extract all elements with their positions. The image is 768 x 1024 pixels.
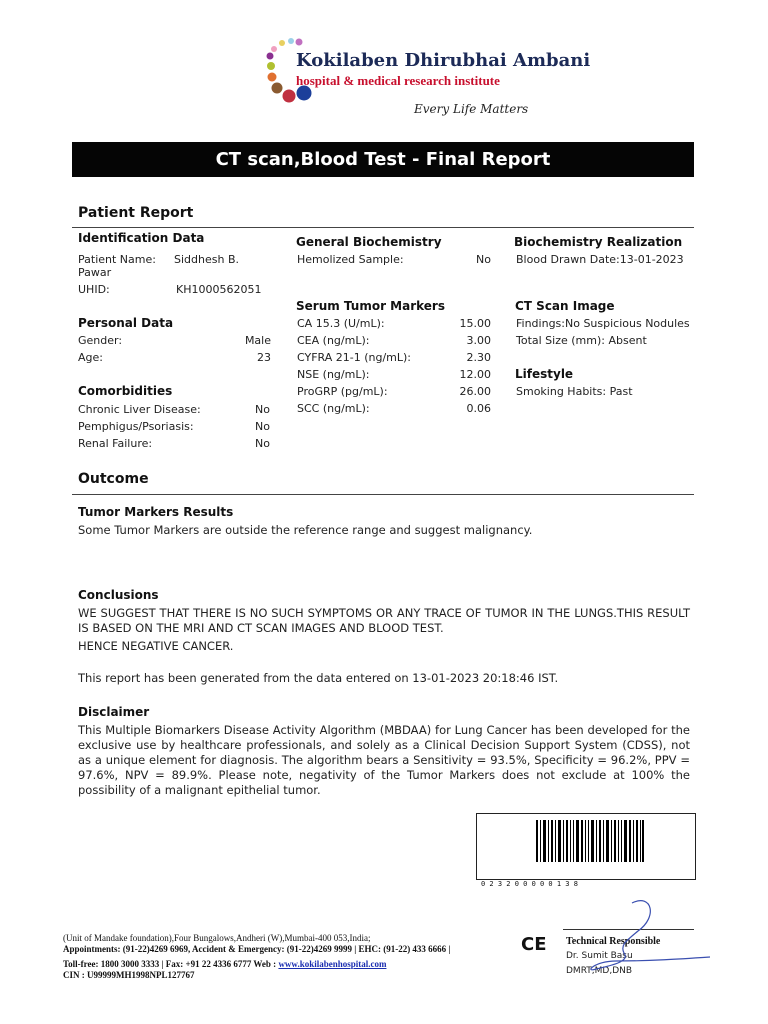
tumor-marker-label: ProGRP (pg/mL): [297, 385, 388, 398]
tumor-marker-value: 26.00 [459, 385, 491, 398]
tumor-marker-row [297, 351, 491, 364]
biochemistry-realization-heading: Biochemistry Realization [514, 235, 683, 249]
footer-tollfree [63, 959, 386, 969]
conclusions-verdict: HENCE NEGATIVE CANCER. [78, 639, 234, 653]
identification-heading: Identification Data [78, 231, 205, 245]
tumor-marker-label: CA 15.3 (U/mL): [297, 317, 385, 330]
uhid-label: UHID: [78, 283, 110, 296]
patient-name-value-cont: Pawar [78, 266, 112, 279]
tumor-marker-value: 2.30 [466, 351, 491, 364]
ct-findings: Findings:No Suspicious Nodules [516, 317, 690, 330]
report-title: CT scan,Blood Test - Final Report [72, 142, 694, 177]
barcode-number: 0 2 3 2 0 0 0 0 0 1 3 8 [481, 880, 578, 888]
hemolized-value: No [476, 253, 491, 266]
footer-tollfree-text: Toll-free: 1800 3000 3333 | Fax: +91 22 4336 6777 Web : [63, 959, 279, 969]
generated-notice: This report has been generated from the data entered on 13-01-2023 20:18:46 IST. [78, 671, 559, 685]
serum-tumor-markers-heading: Serum Tumor Markers [296, 299, 445, 313]
section-divider [72, 494, 694, 495]
technical-responsible-heading: Technical Responsible [566, 936, 661, 947]
hospital-subtitle: hospital & medical research institute [296, 73, 500, 88]
comorbidity-value: No [255, 420, 270, 433]
footer-address: (Unit of Mandake foundation),Four Bungalows,Andheri (W),Mumbai-400 053,India; [63, 933, 371, 943]
hospital-tagline: Every Life Matters [414, 102, 529, 116]
comorbidity-value: No [255, 437, 270, 450]
comorbidity-row [78, 403, 270, 416]
gender-label: Gender: [78, 334, 123, 347]
uhid-value: KH1000562051 [176, 283, 262, 296]
tumor-marker-row [297, 317, 491, 330]
comorbidity-row [78, 437, 270, 450]
section-divider [72, 227, 694, 228]
personal-data-heading: Personal Data [78, 316, 174, 330]
footer-cin: CIN : U99999MH1998NPL127767 [63, 970, 195, 980]
tumor-results-text: Some Tumor Markers are outside the reference range and suggest malignancy. [78, 523, 533, 537]
patient-name-label: Patient Name: [78, 253, 156, 266]
tumor-marker-label: CEA (ng/mL): [297, 334, 370, 347]
hemolized-label: Hemolized Sample: [297, 253, 404, 266]
tumor-marker-label: SCC (ng/mL): [297, 402, 370, 415]
gender-value: Male [244, 334, 271, 347]
technical-responsible-degree: DMRT,MD,DNB [566, 966, 633, 976]
ct-scan-heading: CT Scan Image [515, 299, 615, 313]
tumor-marker-value: 3.00 [466, 334, 491, 347]
signature-icon [560, 895, 720, 980]
ct-total-size: Total Size (mm): Absent [516, 334, 647, 347]
tumor-marker-value: 12.00 [459, 368, 491, 381]
tumor-results-heading: Tumor Markers Results [78, 505, 234, 519]
smoking-habits: Smoking Habits: Past [516, 385, 633, 398]
hospital-website-link[interactable]: www.kokilabenhospital.com [278, 959, 387, 969]
footer-contacts: Appointments: (91-22)4269 6969, Accident & Emergency: (91-22)4269 9999 | EHC: (91-22) 433 6666 | [63, 944, 451, 954]
gender-row [78, 334, 271, 347]
tumor-marker-row [297, 368, 491, 381]
technical-responsible-name: Dr. Sumit Basu [566, 951, 633, 961]
patient-name-value: Siddhesh B. [174, 253, 239, 266]
comorbidities-heading: Comorbidities [78, 384, 173, 398]
age-row [78, 351, 271, 364]
hospital-logo-icon [262, 36, 334, 108]
conclusions-heading: Conclusions [78, 588, 159, 602]
tumor-marker-value: 15.00 [459, 317, 491, 330]
tumor-marker-row [297, 402, 491, 415]
lifestyle-heading: Lifestyle [515, 367, 574, 381]
tumor-marker-label: CYFRA 21-1 (ng/mL): [297, 351, 412, 364]
tumor-marker-row [297, 385, 491, 398]
comorbidity-label: Pemphigus/Psoriasis: [78, 420, 194, 433]
comorbidity-value: No [255, 403, 270, 416]
outcome-heading: Outcome [78, 471, 149, 487]
disclaimer-text: This Multiple Biomarkers Disease Activity Algorithm (MBDAA) for Lung Cancer has been developed for the exclusive use by healthcare professionals, and solely as a Clinical Decision Support System (CDSS), not as a unique element for diagnosis. The algorithm bears a Sensitivity = 93.5%, Specificity = 96.2%, PPV = 97.6%, NPV = 89.9%. Please note, negativity of the Tumor Markers does not exclude at 100% the possibility of a malignant epithelial tumor. [78, 723, 690, 797]
ce-mark: CE [521, 934, 547, 955]
tumor-marker-value: 0.06 [466, 402, 491, 415]
age-label: Age: [78, 351, 103, 364]
comorbidity-label: Renal Failure: [78, 437, 153, 450]
age-value: 23 [257, 351, 271, 364]
blood-drawn-date: Blood Drawn Date:13-01-2023 [516, 253, 684, 266]
disclaimer-heading: Disclaimer [78, 705, 150, 719]
patient-report-heading: Patient Report [78, 205, 194, 221]
hemolized-row [297, 253, 491, 266]
comorbidity-row [78, 420, 270, 433]
comorbidity-label: Chronic Liver Disease: [78, 403, 201, 416]
tumor-marker-row [297, 334, 491, 347]
hospital-name: Kokilaben Dhirubhai Ambani [296, 50, 591, 71]
tumor-marker-label: NSE (ng/mL): [297, 368, 370, 381]
general-biochemistry-heading: General Biochemistry [296, 235, 442, 249]
barcode-icon [536, 818, 644, 864]
conclusions-text: WE SUGGEST THAT THERE IS NO SUCH SYMPTOMS OR ANY TRACE OF TUMOR IN THE LUNGS.THIS RESULT IS BASED ON THE MRI AND CT SCAN IMAGES AND BLOOD TEST. [78, 606, 690, 635]
